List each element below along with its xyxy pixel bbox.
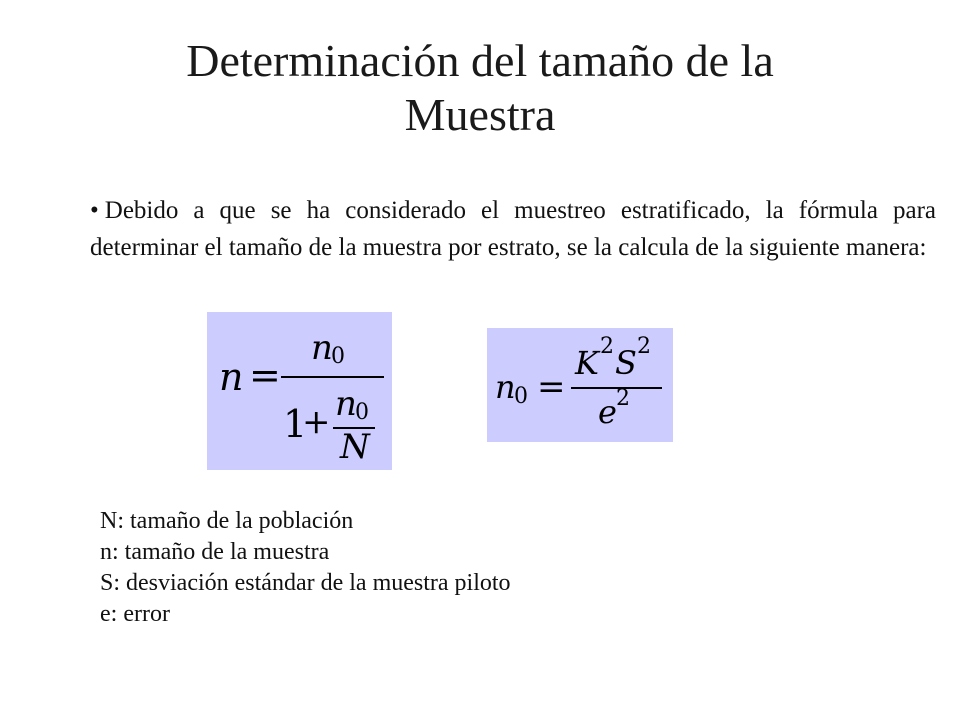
formula1-denominator-one: 1 xyxy=(283,402,308,446)
formula1-numerator: n xyxy=(311,328,333,368)
formula2-numerator-s-exponent: 2 xyxy=(637,334,651,359)
formula2-denominator-e: e xyxy=(598,393,617,431)
formula2-numerator-s: S xyxy=(615,344,637,382)
definition-sample-size: n: tamaño de la muestra xyxy=(100,539,330,565)
formula2-equals: = xyxy=(537,367,566,407)
formula2-lhs: n xyxy=(495,368,516,406)
formula1-equals: = xyxy=(249,353,281,397)
formula2-numerator-k-exponent: 2 xyxy=(600,334,614,359)
bullet-text: Debido a que se ha considerado el muestreo estratificado, la fórmula para determinar el tamaño de la muestra por estrato, se la calcula de la siguiente manera: xyxy=(90,197,936,261)
definition-population-size: N: tamaño de la población xyxy=(100,508,354,534)
formula1-inner-numerator: n xyxy=(335,384,357,424)
formula1-denominator-plus: + xyxy=(302,402,331,442)
formula1-main-fraction-bar xyxy=(281,376,384,378)
formula2-numerator-k: K xyxy=(575,344,599,382)
bullet-paragraph xyxy=(90,192,936,266)
bullet-marker: • xyxy=(90,197,99,224)
formula1-numerator-subscript: 0 xyxy=(331,344,345,369)
variable-definitions xyxy=(100,506,511,630)
definition-standard-deviation: S: desviación estándar de la muestra piloto xyxy=(100,570,511,596)
formula-initial-size xyxy=(487,328,673,442)
slide-title xyxy=(0,34,960,142)
formula2-denominator-e-exponent: 2 xyxy=(616,386,630,411)
formula2-lhs-subscript: 0 xyxy=(514,384,528,409)
formula1-inner-denominator: N xyxy=(340,427,370,467)
slide-title-line-2: Muestra xyxy=(404,89,556,140)
slide-title-line-1: Determinación del tamaño de la xyxy=(186,35,774,86)
definition-error: e: error xyxy=(100,601,170,627)
formula-sample-size xyxy=(207,312,392,470)
formula1-inner-numerator-subscript: 0 xyxy=(355,400,369,425)
formula1-lhs: n xyxy=(219,355,244,399)
